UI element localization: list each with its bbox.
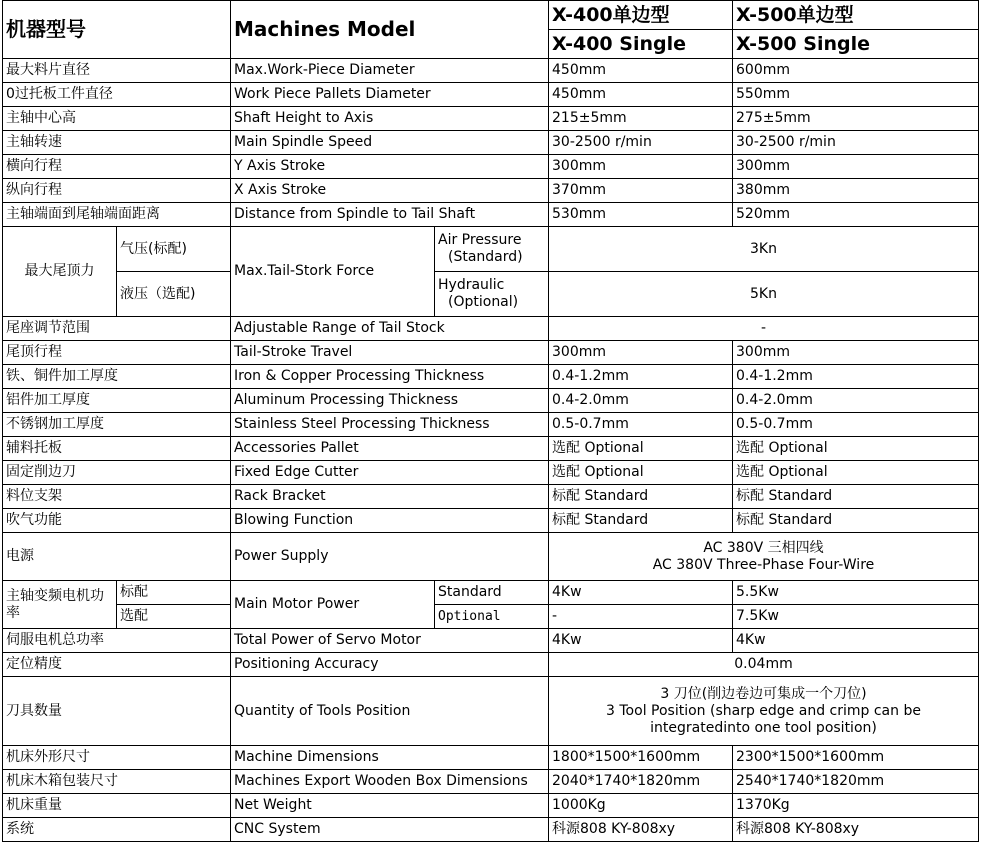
table-row bbox=[3, 155, 979, 179]
row-en: Total Power of Servo Motor bbox=[231, 629, 549, 653]
row-en: Fixed Edge Cutter bbox=[231, 461, 549, 485]
row-value-x500: 550mm bbox=[733, 83, 979, 107]
row-value-x500: 520mm bbox=[733, 203, 979, 227]
model-cn-header: 机器型号 bbox=[3, 1, 231, 59]
motor-row-2 bbox=[3, 605, 979, 629]
power-line-cn: AC 380V 三相四线 bbox=[703, 539, 824, 556]
row-cn: 横向行程 bbox=[3, 155, 231, 179]
row-value-x500: 标配 Standard bbox=[733, 509, 979, 533]
row-value-x400: 4Kw bbox=[549, 629, 733, 653]
row-value-x400: 选配 Optional bbox=[549, 461, 733, 485]
table-row bbox=[3, 83, 979, 107]
table-row bbox=[3, 317, 979, 341]
row-en: Accessories Pallet bbox=[231, 437, 549, 461]
tools-value bbox=[549, 677, 979, 746]
row-cn: 料位支架 bbox=[3, 485, 231, 509]
tail-force-row-1 bbox=[3, 227, 979, 272]
row-value-x400: 215±5mm bbox=[549, 107, 733, 131]
row-value-x400: 标配 Standard bbox=[549, 485, 733, 509]
row-cn: 主轴端面到尾轴端面距离 bbox=[3, 203, 231, 227]
table-row bbox=[3, 413, 979, 437]
tools-cn: 刀具数量 bbox=[3, 677, 231, 746]
table-row bbox=[3, 203, 979, 227]
row-en: X Axis Stroke bbox=[231, 179, 549, 203]
table-row bbox=[3, 365, 979, 389]
table-row bbox=[3, 653, 979, 677]
table-row bbox=[3, 59, 979, 83]
row-value-x500: 2300*1500*1600mm bbox=[733, 746, 979, 770]
row-cn: 机床重量 bbox=[3, 794, 231, 818]
row-value-x400: 450mm bbox=[549, 59, 733, 83]
row-value-x400: 1000Kg bbox=[549, 794, 733, 818]
spec-table bbox=[2, 0, 979, 842]
tail-force-en: Max.Tail-Stork Force bbox=[231, 227, 435, 317]
row-cn: 定位精度 bbox=[3, 653, 231, 677]
row-en: Work Piece Pallets Diameter bbox=[231, 83, 549, 107]
motor-optional-cn: 选配 bbox=[117, 605, 231, 629]
table-row bbox=[3, 818, 979, 842]
tail-force-hydraulic-en bbox=[435, 272, 549, 317]
motor-optional-x400: - bbox=[549, 605, 733, 629]
motor-optional-x500: 7.5Kw bbox=[733, 605, 979, 629]
tail-force-air-cn: 气压(标配) bbox=[117, 227, 231, 272]
row-value-x400: 530mm bbox=[549, 203, 733, 227]
row-value-x400: 标配 Standard bbox=[549, 509, 733, 533]
table-row bbox=[3, 794, 979, 818]
tail-force-air-en bbox=[435, 227, 549, 272]
row-value-x400: 1800*1500*1600mm bbox=[549, 746, 733, 770]
row-value-merged: - bbox=[549, 317, 979, 341]
row-cn: 最大料片直径 bbox=[3, 59, 231, 83]
row-cn: 铝件加工厚度 bbox=[3, 389, 231, 413]
motor-optional-en: Optional bbox=[435, 605, 549, 629]
row-en: Main Spindle Speed bbox=[231, 131, 549, 155]
tail-force-hydraulic-line1: Hydraulic bbox=[438, 277, 505, 293]
table-row bbox=[3, 131, 979, 155]
motor-standard-cn: 标配 bbox=[117, 581, 231, 605]
tools-line2: 3 Tool Position (sharp edge and crimp can be bbox=[606, 702, 921, 719]
row-en: Positioning Accuracy bbox=[231, 653, 549, 677]
table-row bbox=[3, 341, 979, 365]
motor-standard-en: Standard bbox=[435, 581, 549, 605]
row-cn: 尾顶行程 bbox=[3, 341, 231, 365]
row-en: Y Axis Stroke bbox=[231, 155, 549, 179]
tail-force-cn: 最大尾顶力 bbox=[3, 227, 117, 317]
table-row bbox=[3, 509, 979, 533]
row-value-x500: 科源808 KY-808xy bbox=[733, 818, 979, 842]
tail-force-hydraulic-value: 5Kn bbox=[549, 272, 979, 317]
motor-standard-x500: 5.5Kw bbox=[733, 581, 979, 605]
row-cn: 主轴转速 bbox=[3, 131, 231, 155]
power-line-en: AC 380V Three-Phase Four-Wire bbox=[652, 556, 875, 573]
model1-cn-header: X-400单边型 bbox=[549, 1, 733, 30]
row-en: Blowing Function bbox=[231, 509, 549, 533]
tail-force-hydraulic-line2: (Optional) bbox=[448, 294, 519, 310]
tail-force-air-line1: Air Pressure bbox=[438, 232, 522, 248]
tools-row bbox=[3, 677, 979, 746]
row-value-x500: 选配 Optional bbox=[733, 437, 979, 461]
row-value-x500: 1370Kg bbox=[733, 794, 979, 818]
row-cn: 主轴中心高 bbox=[3, 107, 231, 131]
motor-en: Main Motor Power bbox=[231, 581, 435, 629]
row-value-x400: 0.4-1.2mm bbox=[549, 365, 733, 389]
row-value-x400: 370mm bbox=[549, 179, 733, 203]
row-value-x500: 4Kw bbox=[733, 629, 979, 653]
model-en-header: Machines Model bbox=[231, 1, 549, 59]
motor-row-1 bbox=[3, 581, 979, 605]
row-value-x500: 300mm bbox=[733, 341, 979, 365]
table-row bbox=[3, 770, 979, 794]
motor-cn-line2: 率 bbox=[6, 604, 20, 621]
row-value-x400: 450mm bbox=[549, 83, 733, 107]
power-value bbox=[549, 533, 979, 581]
motor-cn-line1: 主轴变频电机功 bbox=[6, 587, 104, 604]
row-en: Shaft Height to Axis bbox=[231, 107, 549, 131]
tools-line3: integratedinto one tool position) bbox=[650, 719, 877, 736]
row-value-x500: 600mm bbox=[733, 59, 979, 83]
row-en: Stainless Steel Processing Thickness bbox=[231, 413, 549, 437]
table-row bbox=[3, 485, 979, 509]
table-row bbox=[3, 461, 979, 485]
row-value-x500: 2540*1740*1820mm bbox=[733, 770, 979, 794]
row-cn: 尾座调节范围 bbox=[3, 317, 231, 341]
tools-line1: 3 刀位(削边卷边可集成一个刀位) bbox=[660, 685, 867, 702]
row-value-x500: 标配 Standard bbox=[733, 485, 979, 509]
row-value-x400: 选配 Optional bbox=[549, 437, 733, 461]
table-row bbox=[3, 437, 979, 461]
row-value-x400: 300mm bbox=[549, 155, 733, 179]
row-cn: 吹气功能 bbox=[3, 509, 231, 533]
row-value-x400: 30-2500 r/min bbox=[549, 131, 733, 155]
tail-force-air-value: 3Kn bbox=[549, 227, 979, 272]
motor-standard-x400: 4Kw bbox=[549, 581, 733, 605]
row-value-x500: 275±5mm bbox=[733, 107, 979, 131]
row-en: Machines Export Wooden Box Dimensions bbox=[231, 770, 549, 794]
row-value-x500: 0.4-2.0mm bbox=[733, 389, 979, 413]
row-value-x500: 380mm bbox=[733, 179, 979, 203]
row-value-merged: 0.04mm bbox=[549, 653, 979, 677]
model2-cn-header: X-500单边型 bbox=[733, 1, 979, 30]
row-value-x500: 选配 Optional bbox=[733, 461, 979, 485]
row-en: Max.Work-Piece Diameter bbox=[231, 59, 549, 83]
row-value-x500: 0.4-1.2mm bbox=[733, 365, 979, 389]
tail-force-hydraulic-cn: 液压（选配) bbox=[117, 272, 231, 317]
table-row bbox=[3, 629, 979, 653]
row-en: Iron & Copper Processing Thickness bbox=[231, 365, 549, 389]
row-cn: 铁、铜件加工厚度 bbox=[3, 365, 231, 389]
row-value-x500: 0.5-0.7mm bbox=[733, 413, 979, 437]
row-cn: 固定削边刀 bbox=[3, 461, 231, 485]
row-value-x400: 300mm bbox=[549, 341, 733, 365]
table-row bbox=[3, 389, 979, 413]
header-row-1 bbox=[3, 1, 979, 30]
row-cn: 伺服电机总功率 bbox=[3, 629, 231, 653]
row-en: Net Weight bbox=[231, 794, 549, 818]
power-row bbox=[3, 533, 979, 581]
row-cn: 机床木箱包装尺寸 bbox=[3, 770, 231, 794]
row-en: CNC System bbox=[231, 818, 549, 842]
row-en: Machine Dimensions bbox=[231, 746, 549, 770]
model1-en-header: X-400 Single bbox=[549, 30, 733, 59]
tail-force-row-2 bbox=[3, 272, 979, 317]
row-cn: 机床外形尺寸 bbox=[3, 746, 231, 770]
row-value-x400: 科源808 KY-808xy bbox=[549, 818, 733, 842]
row-en: Rack Bracket bbox=[231, 485, 549, 509]
row-cn: 纵向行程 bbox=[3, 179, 231, 203]
row-value-x500: 300mm bbox=[733, 155, 979, 179]
row-value-x400: 0.5-0.7mm bbox=[549, 413, 733, 437]
row-cn: 不锈钢加工厚度 bbox=[3, 413, 231, 437]
row-cn: 辅料托板 bbox=[3, 437, 231, 461]
motor-cn bbox=[3, 581, 117, 629]
power-cn: 电源 bbox=[3, 533, 231, 581]
row-value-x400: 2040*1740*1820mm bbox=[549, 770, 733, 794]
row-en: Aluminum Processing Thickness bbox=[231, 389, 549, 413]
table-row bbox=[3, 746, 979, 770]
tail-force-air-line2: (Standard) bbox=[448, 249, 523, 265]
table-row bbox=[3, 107, 979, 131]
row-value-x400: 0.4-2.0mm bbox=[549, 389, 733, 413]
model2-en-header: X-500 Single bbox=[733, 30, 979, 59]
row-en: Tail-Stroke Travel bbox=[231, 341, 549, 365]
row-cn: 系统 bbox=[3, 818, 231, 842]
power-en: Power Supply bbox=[231, 533, 549, 581]
row-value-x500: 30-2500 r/min bbox=[733, 131, 979, 155]
row-cn: 0过托板工件直径 bbox=[3, 83, 231, 107]
row-en: Adjustable Range of Tail Stock bbox=[231, 317, 549, 341]
tools-en: Quantity of Tools Position bbox=[231, 677, 549, 746]
row-en: Distance from Spindle to Tail Shaft bbox=[231, 203, 549, 227]
table-row bbox=[3, 179, 979, 203]
